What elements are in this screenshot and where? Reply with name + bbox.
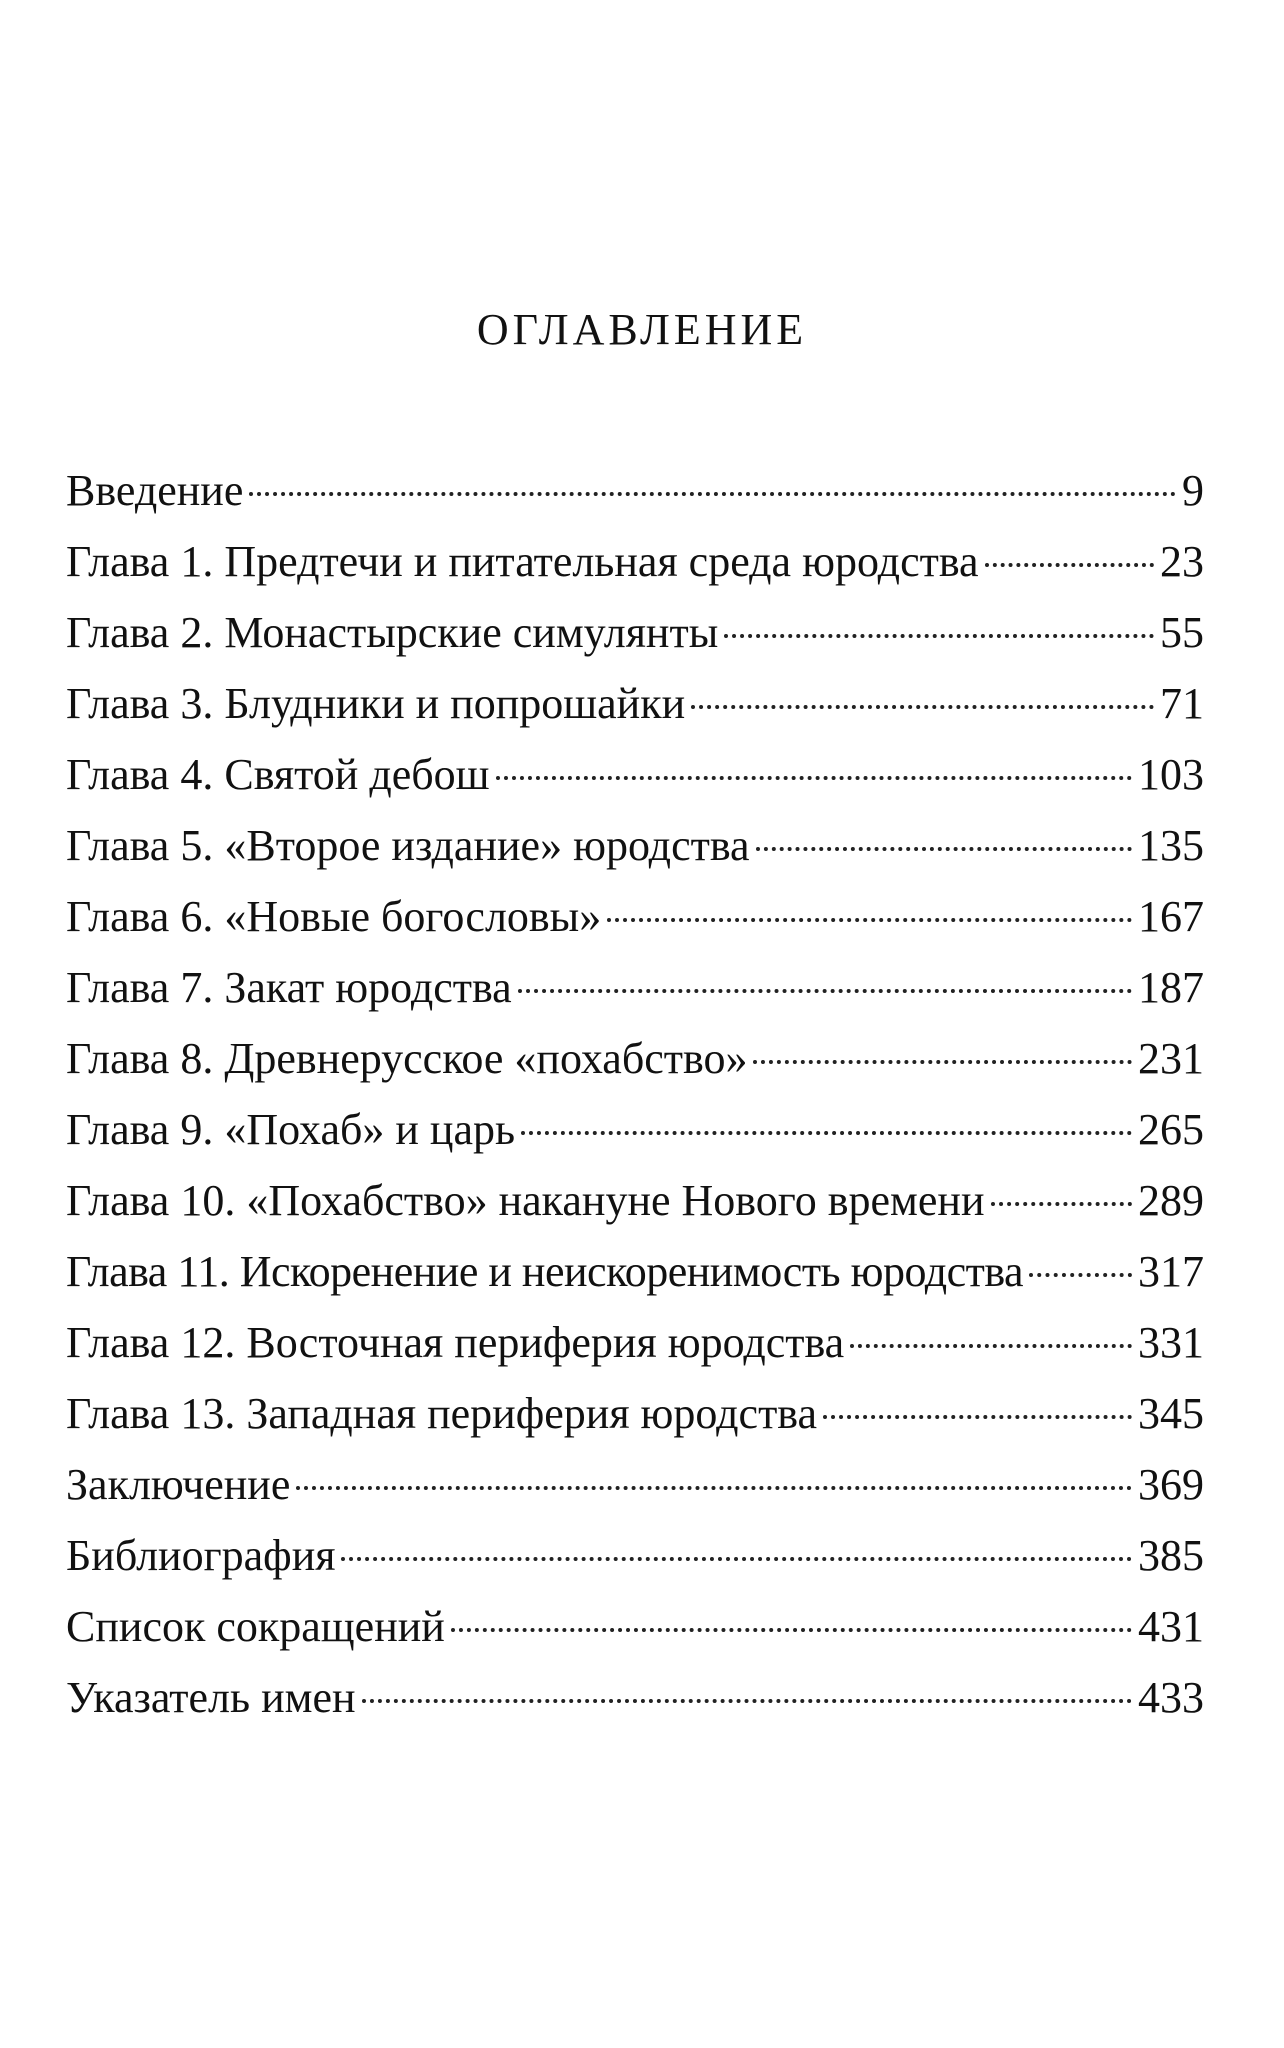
dot-leader [724,633,1154,638]
toc-entry-page: 265 [1138,1105,1204,1154]
toc-entry-page: 55 [1160,608,1204,657]
toc-entry-label: Список сокращений [66,1602,445,1651]
toc-entry-chapter-3 [66,668,1204,739]
dot-leader [823,1414,1132,1419]
toc-entry-label: Глава 13. Западная периферия юродства [66,1389,818,1438]
toc-entry-conclusion [66,1449,1204,1520]
dot-leader [451,1627,1132,1632]
toc-entry-page: 23 [1160,537,1204,586]
toc-entry-page: 317 [1138,1247,1204,1296]
toc-entry-chapter-11 [66,1236,1204,1307]
toc-entry-label: Библиография [66,1531,336,1580]
dot-leader [991,1201,1133,1206]
toc-entry-chapter-5 [66,810,1204,881]
toc-entry-page: 385 [1138,1531,1204,1580]
toc-entry-chapter-2 [66,597,1204,668]
dot-leader [850,1343,1132,1348]
toc-entry-label: Глава 10. «Похабство» накануне Нового времени [66,1176,985,1225]
toc-entry-chapter-9 [66,1094,1204,1165]
toc-entry-label: Глава 1. Предтечи и питательная среда юродства [66,537,979,586]
dot-leader [756,846,1132,851]
dot-leader [362,1698,1132,1703]
toc-entry-page: 167 [1138,892,1204,941]
toc-entry-page: 231 [1138,1034,1204,1083]
dot-leader [691,704,1154,709]
toc-entry-page: 431 [1138,1602,1204,1651]
dot-leader [296,1485,1132,1490]
toc-entry-page: 187 [1138,963,1204,1012]
toc-entry-name-index [66,1662,1204,1733]
toc-entry-label: Глава 6. «Новые богословы» [66,892,602,941]
toc-entry-label: Глава 5. «Второе издание» юродства [66,821,750,870]
toc-entry-chapter-6 [66,881,1204,952]
toc-entry-page: 289 [1138,1176,1204,1225]
dot-leader [607,917,1132,922]
toc-entry-label: Глава 7. Закат юродства [66,963,512,1012]
dot-leader [518,988,1132,993]
toc-entry-page: 345 [1138,1389,1204,1438]
dot-leader [1029,1272,1132,1277]
toc-entry-chapter-7 [66,952,1204,1023]
toc-entry-label: Глава 9. «Похаб» и царь [66,1105,516,1154]
toc-entry-chapter-13 [66,1378,1204,1449]
toc-entry-introduction [66,455,1204,526]
toc-entry-label: Глава 8. Древнерусское «похабство» [66,1034,748,1083]
dot-leader [496,775,1133,780]
toc-entry-page: 369 [1138,1460,1204,1509]
dot-leader [341,1556,1132,1561]
toc-list [66,455,1204,1733]
toc-entry-label: Глава 4. Святой дебош [66,750,490,799]
toc-entry-label: Заключение [66,1460,291,1509]
toc-entry-bibliography [66,1520,1204,1591]
toc-entry-label: Глава 11. Искоренение и неискоренимость юродства [66,1247,1024,1296]
toc-entry-page: 9 [1182,466,1204,515]
toc-entry-label: Глава 12. Восточная периферия юродства [66,1318,845,1367]
toc-entry-chapter-10 [66,1165,1204,1236]
dot-leader [249,491,1176,496]
toc-title: ОГЛАВЛЕНИЕ [476,305,808,354]
toc-entry-chapter-12 [66,1307,1204,1378]
toc-entry-abbreviations [66,1591,1204,1662]
toc-entry-label: Глава 3. Блудники и попрошайки [66,679,686,728]
toc-entry-chapter-8 [66,1023,1204,1094]
toc-entry-page: 71 [1160,679,1204,728]
toc-entry-page: 103 [1138,750,1204,799]
dot-leader [753,1059,1132,1064]
toc-entry-label: Указатель имен [66,1673,356,1722]
toc-entry-page: 331 [1138,1318,1204,1367]
toc-entry-label: Глава 2. Монастырские симулянты [66,608,719,657]
toc-entry-page: 135 [1138,821,1204,870]
toc-entry-chapter-1 [66,526,1204,597]
toc-entry-page: 433 [1138,1673,1204,1722]
toc-entry-chapter-4 [66,739,1204,810]
dot-leader [521,1130,1132,1135]
dot-leader [985,562,1154,567]
toc-entry-label: Введение [66,466,244,515]
